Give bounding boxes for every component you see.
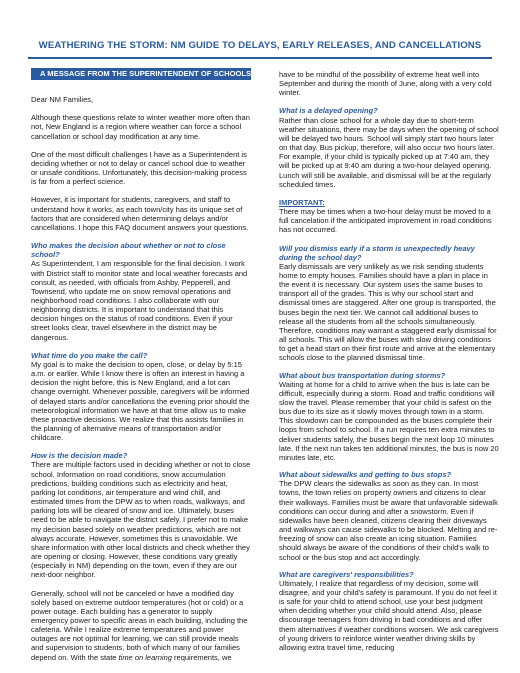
page-title: WEATHERING THE STORM: NM GUIDE TO DELAYS, EARLY RELEASES, AND CANCELLATIONS: [38, 40, 482, 51]
superintendent-banner: A MESSAGE FROM THE SUPERINTENDENT OF SCHOOLS: [31, 68, 251, 80]
question-early-dismissal: Will you dismiss early if a storm is unexpectedly heavy during the school day?: [279, 243, 475, 262]
answer-caregiver-responsibilities: Ultimately, I realize that regardless of my decision, some will disagree, and your child's safety is paramount. If you do not feel it is safe for your child to attend school, use your best judgment when deciding whether your child should attend. Also, please discourage teenagers from driving in bad conditions and offer them alternatives if weather conditions worsen. We ask caregivers of young drivers to reinforce winter weather driving skills by allowing extra travel time, reducing: [279, 578, 499, 652]
time-on-learning-term: time on learning: [118, 652, 172, 662]
question-caregiver-responsibilities: What are caregivers' responsibilities?: [279, 569, 414, 579]
important-note: There may be times when a two-hour delay must be moved to a full cancelation if the anticipated improvement in road conditions has not occurred.: [279, 207, 492, 235]
greeting: Dear NM Families,: [31, 95, 94, 105]
answer-early-dismissal: Early dismissals are very unlikely as we risk sending students home to empty houses. Families should have a plan in place in the event it is necessary. Our system uses the same buses to transport all of the grades. This is why our school start and dismissal times are staggered. After one group is transported, the buses begin the next tier. We cannot call additional buses to release all the students from all the schools simultaneously. Therefore, conditions may warrant a staggered early dismissal for all schools. This will allow the buses with slow driving conditions to get a head start on their first route and arrive at the elementary schools close to the planned dismissal time.: [279, 261, 497, 363]
important-label: [279, 198, 499, 207]
intro-paragraph: Although these questions relate to winter weather more often than not, New England is a region where weather can force a school cancellation or school day modification at any time.: [31, 113, 250, 141]
temperature-outage-text: Generally, school will not be canceled or have a modified day solely based on extreme outdoor temperatures (hot or cold) or a power outage. Each building has a generator to supply emergency power to specific areas in each building, including the cafeteria. While I realize extreme temperatures and power outages are not optimal for learning, we can still provide meals and supervision to students, both of which many of our families depend on. With the state: [31, 588, 248, 662]
question-delayed-opening: What is a delayed opening?: [279, 106, 378, 116]
challenge-paragraph: One of the most difficult challenges I have as a Superintendent is deciding whether or not to delay or cancel school due to weather or unsafe conditions. Unfortunately, this decision-making process is far from a perfect science.: [31, 149, 247, 187]
title-divider: [28, 57, 492, 59]
continued-paragraph: have to be mindful of the possibility of extreme heat well into September and during the month of June, along with a very cold winter.: [279, 70, 492, 98]
temperature-outage-text-end: requirements, we: [171, 652, 232, 662]
important-label-colon: :: [322, 197, 325, 207]
answer-bus-transportation: Waiting at home for a child to arrive when the bus is late can be difficult, especially during a storm. Road and traffic conditions will slow the travel. Please remember that your child is safest on the bus due to its size as it slowly moves through town in a storm. This slowdown can be compounded as the buses complete their loops from school to school. If a run requires ten extra minutes to deliver students safely, the buses begin the next loop 10 minutes late. If the next run takes ten additional minutes, the bus is now 20 minutes late, etc.: [279, 379, 499, 462]
answer-what-time: My goal is to make the decision to open, close, or delay by 5:15 a.m. or earlier. While I know there is often an interest in having a decision the night before, this is New England, and a lot can change overnight. Whenever possible, caregivers will be informed of delayed starts and/or cancellations the evening prior should the meteorological information we have at that time allow us to make these proactive decisions. We realize that this assists families in the planning of alternative means of transportation and/or childcare.: [31, 359, 250, 443]
question-how-decided: How is the decision made?: [31, 451, 128, 461]
answer-sidewalks: The DPW clears the sidewalks as soon as they can. In most towns, the town relies on property owners and citizens to clear their walkways. Families must be aware that unfavorable sidewalk conditions can occur during and after a snowstorm. Even if sidewalks have been cleaned, citizens clearing their driveways and walkways can cause sidewalks to be blocked. Melting and re-freezing of snow can also create an icing situation. Families should always be aware of the conditions of their child's walk to school or the bus stop and act accordingly.: [279, 479, 498, 562]
question-what-time: What time do you make the call?: [31, 350, 148, 360]
answer-who-decides: As Superintendent, I am responsible for the final decision. I work with District staff to monitor state and local weather forecasts and consult, as needed, with officials from Ashby, Pepperell, and Townsend, who update me on snow removal operations and neighborhood road conditions. I also collaborate with our neighboring districts. It is important to understand that this decision hinges on the status of road conditions. Even if your street looks clear, travel elsewhere in the district may be dangerous.: [31, 259, 248, 342]
answer-delayed-opening: Rather than close school for a whole day due to short-term weather situations, there may be days when the opening of school will be delayed two hours. School will simply start two hours later on that day. Bus pickup, therefore, will also occur two hours later. For example, if your child is typically picked up at 7:40 am, they will be picked up at 9:40 am during a two-hour delayed opening. Lunch will still be available, and dismissal will be at the regularly scheduled times.: [279, 115, 499, 189]
question-sidewalks: What about sidewalks and getting to bus stops?: [279, 470, 452, 480]
left-column: [31, 68, 251, 671]
faq-intro-paragraph: However, it is important for students, caregivers, and staff to understand how it works, as each town/city has its unique set of factors that are considered when determining delays and/or cancellations. I hope this FAQ document answers your questions.: [31, 195, 249, 232]
question-bus-transportation: What about bus transportation during storms?: [279, 370, 446, 380]
important-label-text: IMPORTANT: [279, 197, 323, 207]
answer-how-decided: There are multiple factors used in deciding whether or not to close school. Information on road conditions, snow accumulation predictions, building conditions such as electricity and heat, parking lot conditions, air temperature and wind chill, and estimated times from the DPW as to when roads, walkways, and parking lots will be cleared of snow and ice. Ultimately, buses need to be able to navigate the district safely. I prefer not to make my decision based solely on weather predictions, which are not always accurate. However, sometimes this is unavoidable. We share information with other local districts and check whether they are opening or closing. However, these conditions vary greatly (especially in NM) depending on the town, even if they are our next-door neighbor.: [31, 460, 251, 580]
temperature-outage-paragraph: [31, 589, 251, 662]
right-column: [279, 70, 499, 661]
question-who-decides: Who makes the decision about whether or not to close school?: [31, 241, 226, 260]
